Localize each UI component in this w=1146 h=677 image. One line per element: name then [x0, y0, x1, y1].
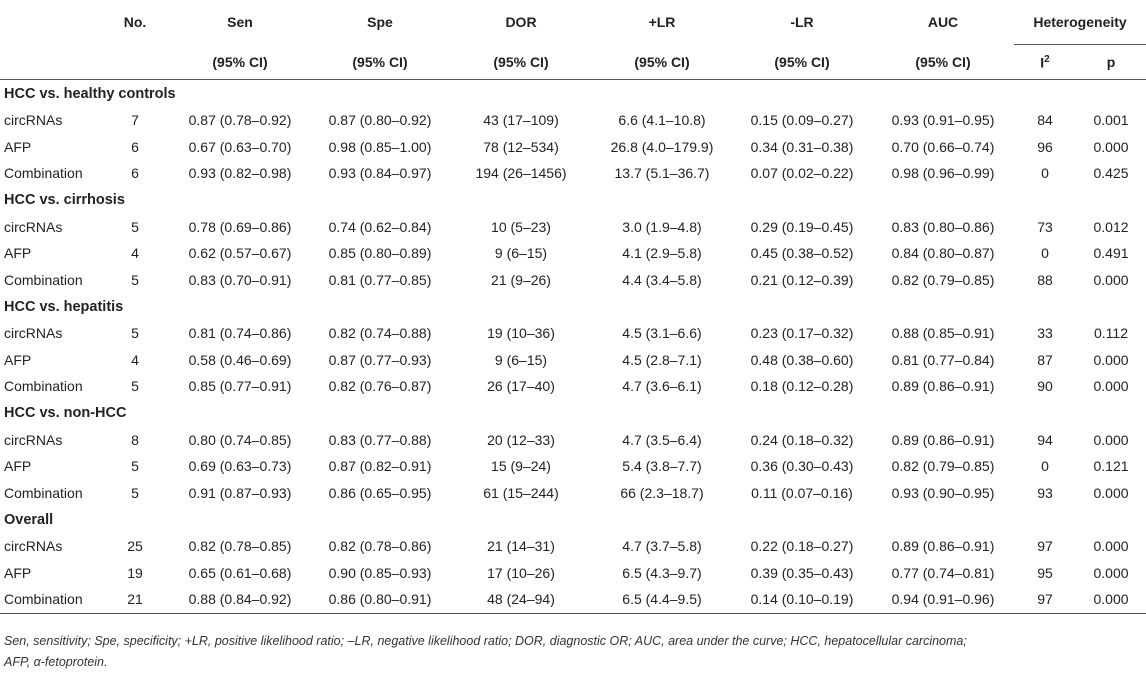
cell-p: 0.000 [1076, 586, 1146, 613]
cell-sen: 0.82 (0.78–0.85) [188, 538, 292, 555]
cell-spe: 0.93 (0.84–0.97) [328, 165, 432, 182]
row-label: circRNAs [4, 218, 63, 235]
row-label: AFP [4, 351, 32, 368]
table-row [0, 480, 1146, 507]
table-row [0, 427, 1146, 454]
cell-i2: 33 [1037, 325, 1053, 342]
cell-auc: 0.70 (0.66–0.74) [891, 138, 995, 155]
cell-i2: 73 [1037, 218, 1053, 235]
cell-no: 5 [131, 325, 139, 342]
cell-auc: 0.94 (0.91–0.96) [872, 586, 1014, 613]
cell-no: 7 [131, 112, 139, 129]
cell-nlr: 0.24 (0.18–0.32) [750, 431, 854, 448]
table-row [0, 560, 1146, 587]
cell-auc: 0.89 (0.86–0.91) [891, 431, 995, 448]
cell-plr: 4.4 (3.4–5.8) [622, 271, 702, 288]
cell-sen: 0.85 (0.77–0.91) [188, 378, 292, 395]
table-row [0, 347, 1146, 374]
cell-spe: 0.82 (0.76–0.87) [328, 378, 432, 395]
cell-i2: 94 [1037, 431, 1053, 448]
cell-auc: 0.82 (0.79–0.85) [891, 458, 995, 475]
cell-dor: 15 (9–24) [491, 458, 551, 475]
group-header-row [0, 293, 1146, 320]
cell-auc: 0.89 (0.86–0.91) [891, 538, 995, 555]
header-ci-spe: (95% CI) [352, 53, 408, 70]
cell-p: 0.112 [1094, 325, 1128, 342]
cell-sen: 0.58 (0.46–0.69) [188, 351, 292, 368]
cell-p: 0.000 [1093, 431, 1129, 448]
footnote-line-1: Sen, sensitivity; Spe, specificity; +LR, positive likelihood ratio; –LR, negative likelihood ratio; DOR, diagnostic OR; AUC, area under the curve; HCC, hepatocellular carcinoma; [4, 634, 967, 648]
row-label: Combination [4, 271, 83, 288]
cell-nlr: 0.39 (0.35–0.43) [750, 564, 854, 581]
cell-sen: 0.80 (0.74–0.85) [188, 431, 292, 448]
cell-p: 0.000 [1093, 351, 1129, 368]
cell-nlr: 0.48 (0.38–0.60) [750, 351, 854, 368]
header-sen: Sen [227, 14, 253, 31]
cell-p: 0.000 [1093, 378, 1129, 395]
header-i2-sup: 2 [1044, 53, 1050, 65]
table-row [0, 214, 1146, 241]
cell-dor: 61 (15–244) [483, 484, 559, 501]
cell-dor: 10 (5–23) [491, 218, 551, 235]
cell-p: 0.000 [1093, 271, 1129, 288]
cell-i2: 96 [1037, 138, 1053, 155]
table-body [0, 80, 1146, 614]
row-label: AFP [4, 564, 32, 581]
cell-plr: 13.7 (5.1–36.7) [614, 165, 710, 182]
cell-spe: 0.81 (0.77–0.85) [328, 271, 432, 288]
header-blank [0, 0, 100, 45]
table-footnote [4, 631, 1142, 673]
cell-nlr: 0.21 (0.12–0.39) [750, 271, 854, 288]
cell-dor: 194 (26–1456) [475, 165, 567, 182]
cell-plr: 66 (2.3–18.7) [620, 484, 704, 501]
table-row [0, 586, 1146, 613]
cell-nlr: 0.29 (0.19–0.45) [750, 218, 854, 235]
cell-i2: 97 [1014, 586, 1076, 613]
cell-auc: 0.83 (0.80–0.86) [891, 218, 995, 235]
cell-no: 6 [131, 165, 139, 182]
cell-no: 5 [131, 218, 139, 235]
header2-blank [0, 45, 100, 80]
header-plr: +LR [648, 14, 676, 31]
cell-i2: 84 [1037, 112, 1053, 129]
table-row [0, 107, 1146, 134]
row-label: AFP [4, 458, 32, 475]
cell-i2: 87 [1037, 351, 1053, 368]
cell-no: 8 [131, 431, 139, 448]
cell-nlr: 0.14 (0.10–0.19) [732, 586, 872, 613]
cell-sen: 0.81 (0.74–0.86) [188, 325, 292, 342]
header-p: p [1106, 54, 1116, 70]
cell-plr: 6.5 (4.4–9.5) [592, 586, 732, 613]
header-spe: Spe [367, 14, 393, 31]
cell-spe: 0.74 (0.62–0.84) [328, 218, 432, 235]
cell-dor: 21 (14–31) [487, 538, 555, 555]
cell-dor: 48 (24–94) [450, 586, 592, 613]
cell-plr: 5.4 (3.8–7.7) [622, 458, 702, 475]
cell-dor: 9 (6–15) [494, 245, 548, 262]
row-label: Combination [0, 586, 100, 613]
cell-i2: 97 [1037, 538, 1053, 555]
table-header [0, 0, 1146, 80]
cell-spe: 0.82 (0.78–0.86) [328, 538, 432, 555]
cell-i2: 0 [1041, 458, 1049, 475]
cell-auc: 0.82 (0.79–0.85) [891, 271, 995, 288]
group-header-row [0, 400, 1146, 427]
cell-p: 0.491 [1093, 245, 1129, 262]
table-row [0, 267, 1146, 294]
table-row [0, 160, 1146, 187]
group-header-row [0, 506, 1146, 533]
header-auc: AUC [927, 14, 959, 31]
cell-no: 21 [100, 586, 170, 613]
header-dor: DOR [505, 14, 537, 31]
cell-dor: 17 (10–26) [487, 564, 555, 581]
cell-dor: 26 (17–40) [487, 378, 555, 395]
cell-sen: 0.91 (0.87–0.93) [188, 484, 292, 501]
cell-spe: 0.86 (0.80–0.91) [310, 586, 450, 613]
cell-p: 0.000 [1093, 564, 1129, 581]
cell-nlr: 0.45 (0.38–0.52) [750, 245, 854, 262]
cell-i2: 95 [1037, 564, 1053, 581]
row-label: circRNAs [4, 431, 63, 448]
footnote-line-2: AFP, α-fetoprotein. [4, 655, 108, 669]
row-label: Combination [4, 378, 83, 395]
row-label: AFP [4, 138, 32, 155]
group-title: HCC vs. cirrhosis [4, 192, 125, 208]
cell-no: 4 [131, 351, 139, 368]
cell-plr: 4.7 (3.6–6.1) [622, 378, 702, 395]
cell-p: 0.425 [1093, 165, 1129, 182]
cell-plr: 4.7 (3.7–5.8) [622, 538, 702, 555]
cell-dor: 78 (12–534) [483, 138, 559, 155]
row-label: circRNAs [4, 325, 63, 342]
cell-sen: 0.93 (0.82–0.98) [188, 165, 292, 182]
cell-auc: 0.88 (0.85–0.91) [891, 325, 995, 342]
cell-dor: 19 (10–36) [487, 325, 555, 342]
cell-sen: 0.78 (0.69–0.86) [188, 218, 292, 235]
cell-p: 0.001 [1093, 112, 1129, 129]
table-row [0, 533, 1146, 560]
cell-plr: 4.1 (2.9–5.8) [622, 245, 702, 262]
group-title: HCC vs. non-HCC [4, 405, 127, 421]
cell-plr: 4.7 (3.5–6.4) [622, 431, 702, 448]
row-label: circRNAs [4, 538, 63, 555]
cell-nlr: 0.22 (0.18–0.27) [750, 538, 854, 555]
cell-no: 4 [131, 245, 139, 262]
cell-plr: 26.8 (4.0–179.9) [610, 138, 714, 155]
cell-nlr: 0.23 (0.17–0.32) [750, 325, 854, 342]
cell-no: 5 [131, 271, 139, 288]
cell-no: 6 [131, 138, 139, 155]
cell-i2: 93 [1037, 484, 1053, 501]
cell-p: 0.121 [1093, 458, 1129, 475]
cell-sen: 0.87 (0.78–0.92) [188, 112, 292, 129]
cell-auc: 0.98 (0.96–0.99) [891, 165, 995, 182]
cell-no: 25 [127, 538, 143, 555]
cell-sen: 0.83 (0.70–0.91) [188, 271, 292, 288]
cell-sen: 0.69 (0.63–0.73) [188, 458, 292, 475]
row-label: AFP [4, 245, 32, 262]
cell-i2: 0 [1041, 245, 1049, 262]
header-ci-nlr: (95% CI) [774, 53, 830, 70]
cell-plr: 6.6 (4.1–10.8) [618, 112, 706, 129]
cell-nlr: 0.18 (0.12–0.28) [750, 378, 854, 395]
header-i2-label: I [1040, 54, 1045, 71]
cell-spe: 0.87 (0.77–0.93) [328, 351, 432, 368]
cell-dor: 9 (6–15) [494, 351, 548, 368]
cell-nlr: 0.36 (0.30–0.43) [750, 458, 854, 475]
row-label: circRNAs [4, 112, 63, 129]
cell-p: 0.000 [1093, 538, 1129, 555]
cell-auc: 0.84 (0.80–0.87) [891, 245, 995, 262]
cell-plr: 4.5 (2.8–7.1) [622, 351, 702, 368]
header2-no-blank [100, 45, 170, 80]
header-ci-plr: (95% CI) [634, 53, 690, 70]
group-title: Overall [4, 511, 54, 528]
cell-auc: 0.93 (0.90–0.95) [891, 484, 995, 501]
cell-spe: 0.85 (0.80–0.89) [328, 245, 432, 262]
table-row [0, 373, 1146, 400]
cell-no: 5 [131, 458, 139, 475]
cell-plr: 4.5 (3.1–6.6) [622, 325, 702, 342]
cell-spe: 0.87 (0.80–0.92) [328, 112, 432, 129]
cell-i2: 90 [1037, 378, 1053, 395]
cell-auc: 0.93 (0.91–0.95) [891, 112, 995, 129]
group-title: HCC vs. hepatitis [4, 298, 124, 315]
table-row [0, 453, 1146, 480]
cell-no: 19 [127, 564, 143, 581]
group-header-row [0, 80, 1146, 108]
cell-plr: 3.0 (1.9–4.8) [622, 218, 702, 235]
cell-spe: 0.83 (0.77–0.88) [328, 431, 432, 448]
cell-nlr: 0.11 (0.07–0.16) [751, 484, 853, 501]
cell-nlr: 0.15 (0.09–0.27) [750, 112, 854, 129]
cell-spe: 0.86 (0.65–0.95) [328, 484, 432, 501]
cell-spe: 0.82 (0.74–0.88) [328, 325, 432, 342]
cell-no: 5 [131, 378, 139, 395]
cell-auc: 0.89 (0.86–0.91) [891, 378, 995, 395]
cell-no: 5 [131, 484, 139, 501]
cell-sen: 0.62 (0.57–0.67) [188, 245, 292, 262]
cell-nlr: 0.07 (0.02–0.22) [750, 165, 854, 182]
table-row [0, 320, 1146, 347]
header-i2 [1014, 45, 1076, 80]
cell-auc: 0.77 (0.74–0.81) [891, 564, 995, 581]
cell-p: 0.000 [1093, 138, 1129, 155]
header-ci-dor: (95% CI) [493, 53, 549, 70]
cell-i2: 0 [1041, 165, 1049, 182]
cell-auc: 0.81 (0.77–0.84) [891, 351, 995, 368]
cell-plr: 6.5 (4.3–9.7) [622, 564, 702, 581]
cell-dor: 21 (9–26) [491, 271, 551, 288]
group-header-row [0, 187, 1146, 214]
header-ci-sen: (95% CI) [212, 53, 268, 70]
header-no: No. [123, 14, 147, 31]
cell-sen: 0.88 (0.84–0.92) [170, 586, 310, 613]
cell-spe: 0.90 (0.85–0.93) [328, 564, 432, 581]
cell-nlr: 0.34 (0.31–0.38) [750, 138, 854, 155]
cell-sen: 0.65 (0.61–0.68) [188, 564, 292, 581]
cell-dor: 20 (12–33) [487, 431, 555, 448]
header-ci-auc: (95% CI) [915, 53, 971, 70]
header-nlr: -LR [790, 14, 814, 31]
cell-p: 0.012 [1093, 218, 1129, 235]
cell-spe: 0.87 (0.82–0.91) [328, 458, 432, 475]
table-row [0, 134, 1146, 161]
header-heterogeneity: Heterogeneity [1014, 0, 1146, 45]
cell-sen: 0.67 (0.63–0.70) [188, 138, 292, 155]
table-row [0, 240, 1146, 267]
cell-spe: 0.98 (0.85–1.00) [328, 138, 432, 155]
group-title: HCC vs. healthy controls [4, 85, 176, 102]
cell-dor: 43 (17–109) [483, 112, 559, 129]
cell-p: 0.000 [1093, 484, 1129, 501]
row-label: Combination [4, 484, 83, 501]
row-label: Combination [4, 165, 83, 182]
cell-i2: 88 [1037, 271, 1053, 288]
